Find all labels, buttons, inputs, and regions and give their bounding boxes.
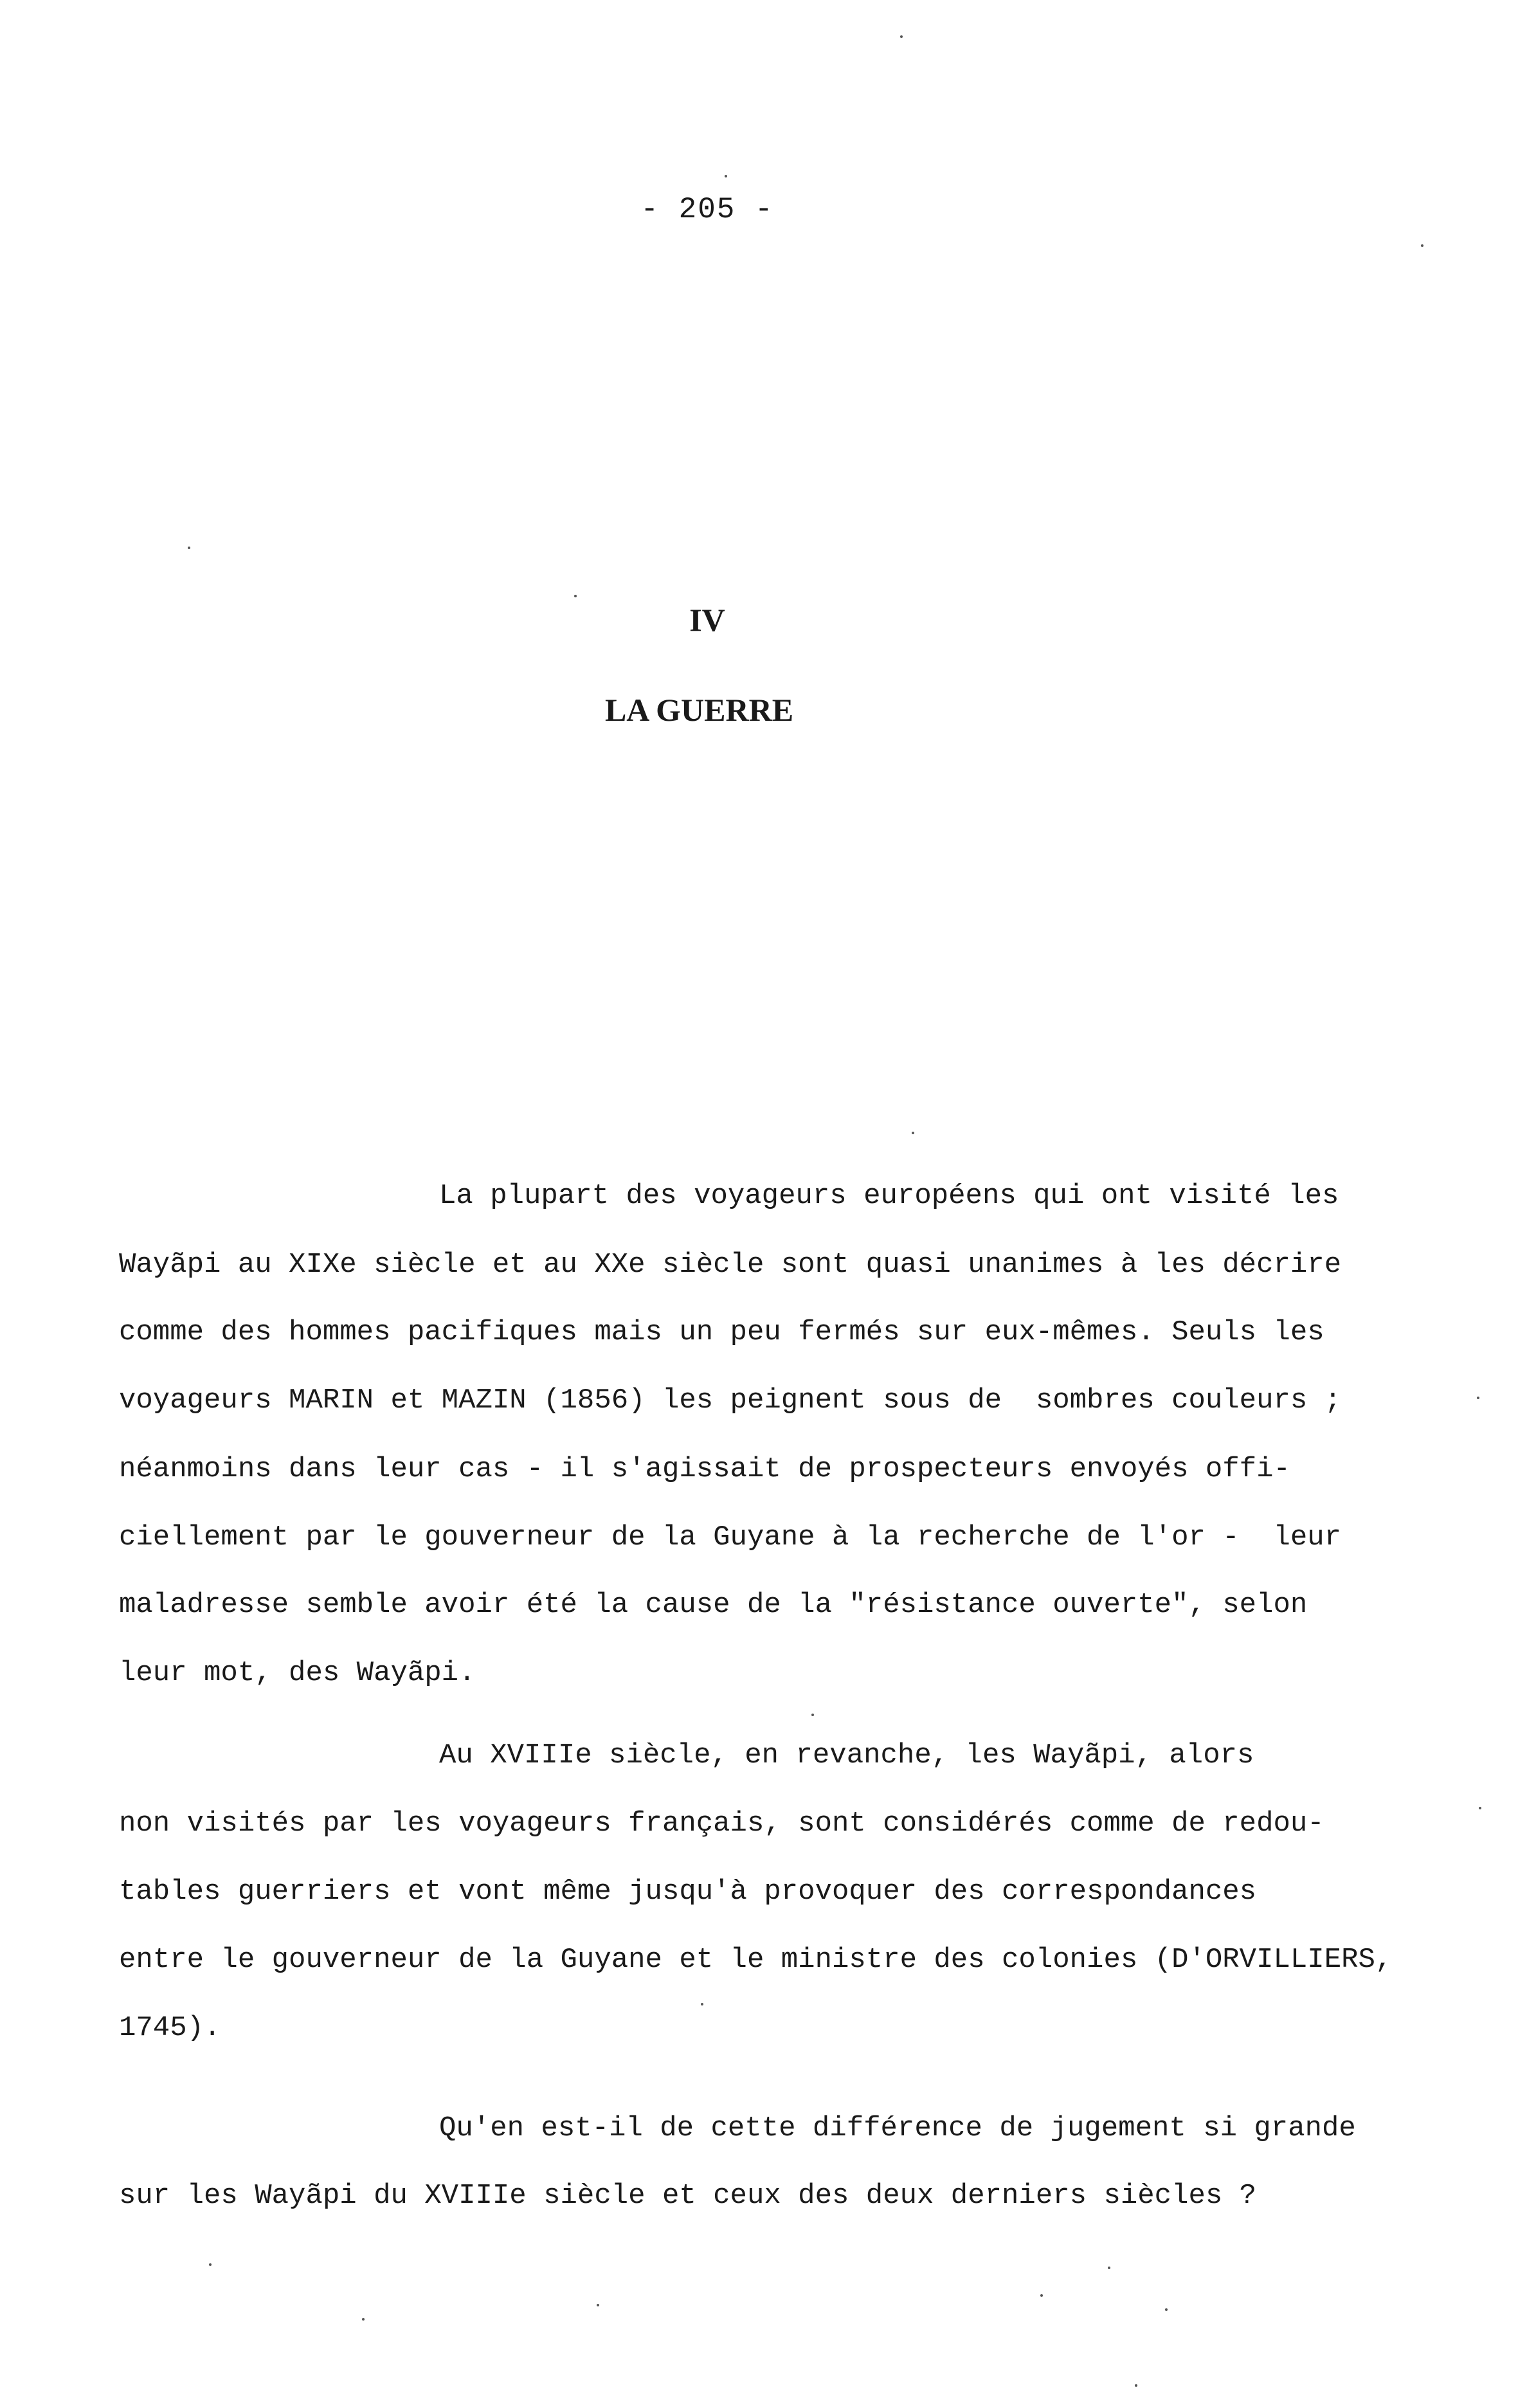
scan-speck [362,2318,365,2321]
scan-speck [1108,2267,1110,2269]
scan-speck [597,2304,599,2306]
text-line: maladresse semble avoir été la cause de la "résistance ouverte", selon [119,1589,1308,1621]
text-line: Au XVIIIe siècle, en revanche, les Wayãpi, alors [439,1739,1254,1771]
text-line: Qu'en est-il de cette différence de jugement si grande [439,2112,1356,2144]
text-line: tables guerriers et vont même jusqu'à provoquer des correspondances [119,1876,1257,1908]
scan-speck [188,547,190,549]
text-line: néanmoins dans leur cas - il s'agissait de prospecteurs envoyés offi- [119,1453,1290,1485]
text-line: Wayãpi au XIXe siècle et au XXe siècle sont quasi unanimes à les décrire [119,1249,1342,1281]
text-line: non visités par les voyageurs français, sont considérés comme de redou- [119,1807,1324,1840]
scan-speck [912,1132,914,1134]
text-line: La plupart des voyageurs européens qui ont visité les [439,1180,1339,1212]
scan-speck [1135,2384,1137,2387]
text-line: comme des hommes pacifiques mais un peu fermés sur eux-mêmes. Seuls les [119,1316,1324,1348]
page-number: - 205 - [640,193,774,226]
scan-speck [1165,2308,1168,2311]
scan-speck [1421,244,1423,247]
scan-speck [725,175,727,177]
chapter-numeral: IV [689,602,725,638]
scan-speck [701,2003,703,2005]
scan-speck [574,595,577,597]
scan-speck [1040,2294,1043,2297]
scan-speck [811,1714,814,1716]
text-line: sur les Wayãpi du XVIIIe siècle et ceux des deux derniers siècles ? [119,2180,1257,2212]
text-line: voyageurs MARIN et MAZIN (1856) les peignent sous de sombres couleurs ; [119,1384,1342,1417]
chapter-title: LA GUERRE [604,692,794,728]
text-line: ciellement par le gouverneur de la Guyane à la recherche de l'or - leur [119,1521,1342,1553]
text-line: 1745). [119,2012,221,2044]
text-line: entre le gouverneur de la Guyane et le ministre des colonies (D'ORVILLIERS, [119,1944,1393,1976]
scan-speck [1479,1807,1481,1809]
text-line: leur mot, des Wayãpi. [119,1657,476,1689]
scan-speck [209,2263,212,2266]
scan-speck [1477,1397,1479,1399]
scan-speck [900,35,903,38]
